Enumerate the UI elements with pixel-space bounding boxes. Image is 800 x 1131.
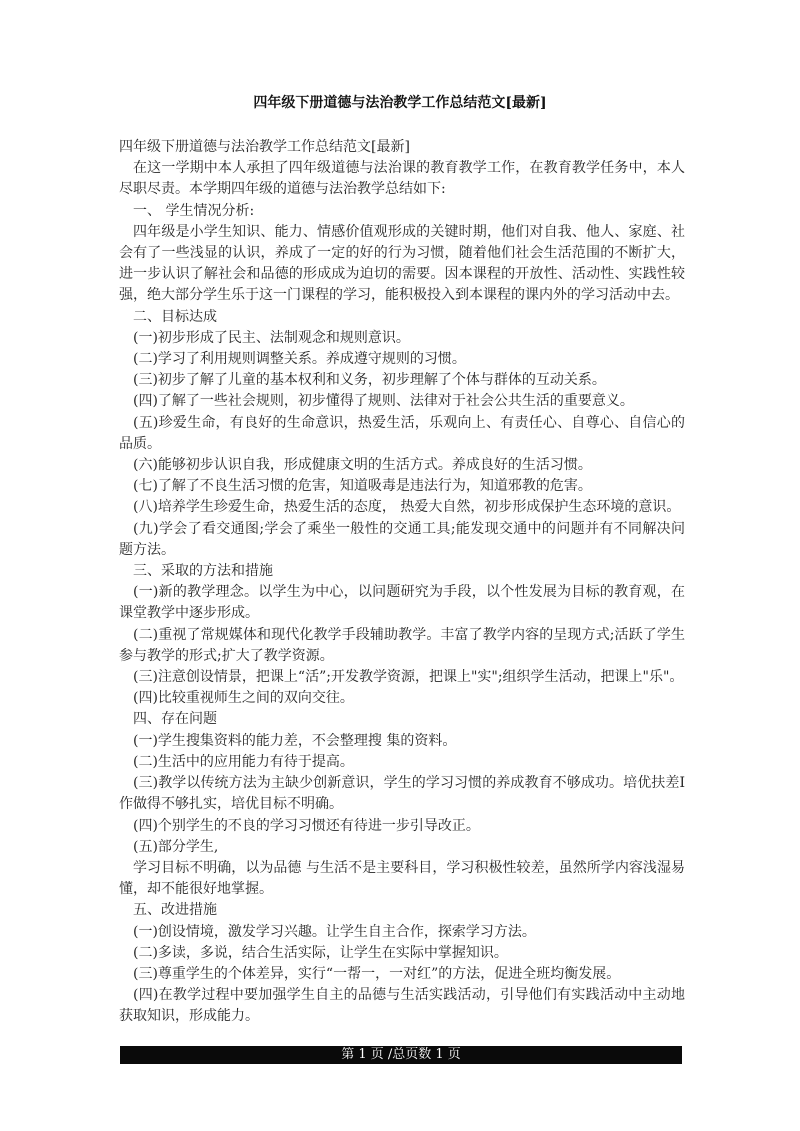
list-item: (一)初步形成了民主、法制观念和规则意识。 [133,329,410,346]
list-item: (五)珍爱生命，有良好的生命意识，热爱生活，乐观向上、有责任心、自尊心、自信心的品质。 [119,414,685,452]
section-heading: 一、 学生情况分析: [133,202,255,219]
list-item: (一)新的教学理念。以学生为中心，以问题研究为手段，以个性发展为目标的教育观，在课堂教学中逐步形成。 [119,584,685,622]
section-heading: 五、改进措施 [133,902,217,919]
list-item: (二)生活中的应用能力有待于提高。 [133,753,354,770]
document-subtitle: 四年级下册道德与法治教学工作总结范文[最新] [119,139,410,155]
list-item: (四)个别学生的不良的学习习惯还有待进一步引导改正。 [133,817,480,834]
list-item: (三)初步了解了儿童的基本权利和义务，初步理解了个体与群体的互动关系。 [133,372,606,389]
list-item: (三)教学以传统方法为主缺少创新意识，学生的学习习惯的养成教育不够成功。培优扶差Ⅰ作做得不够扎实，培优目标不明确。 [119,775,685,813]
list-item: (八)培养学生珍爱生命，热爱生活的态度， 热爱大自然，初步形成保护生态环境的意识。 [133,499,681,516]
list-item: (六)能够初步认识自我，形成健康文明的生活方式。养成良好的生活习惯。 [133,457,592,474]
list-item: (九)学会了看交通图;学会了乘坐一般性的交通工具;能发现交通中的问题并有不同解决问题方法。 [119,520,685,558]
list-item: (一)创设情境，激发学习兴趣。让学生自主合作，探索学习方法。 [133,923,536,940]
list-item: (三)尊重学生的个体差异，实行“一帮一，一对红”的方法，促进全班均衡发展。 [133,965,621,982]
section-heading: 四、存在问题 [133,711,217,728]
list-item: (二)多读，多说，结合生活实际，让学生在实际中掌握知识。 [133,944,508,961]
list-item: (二)重视了常规媒体和现代化教学手段辅助教学。丰富了教学内容的呈现方式;活跃了学生参与教学的形式;扩大了教学资源。 [119,626,685,664]
list-item: (七)了解了不良生活习惯的危害，知道吸毒是违法行为，知道邪教的危害。 [133,478,592,495]
page-footer [120,1046,682,1064]
paragraph: 四年级是小学生知识、能力、情感价值观形成的关键时期，他们对自我、他人、家庭、社会有了一些浅显的认识，养成了一定的好的行为习惯，随着他们社会生活范围的不断扩大，进一步认识了解社会和品德的形成成为迫切的需要。因本课程的开放性、活动性、实践性较强，绝大部分学生乐于这一门课程的学习，能积极投入到本课程的课内外的学习活动中去。 [119,223,685,304]
list-item: (五)部分学生, [133,838,219,855]
section-heading: 三、采取的方法和措施 [133,563,273,580]
list-item: (二)学习了利用规则调整关系。养成遵守规则的习惯。 [133,351,466,368]
section-heading: 二、目标达成 [133,308,217,325]
list-item: (四)了解了一些社会规则，初步懂得了规则、法律对于社会公共生活的重要意义。 [133,393,634,410]
list-item: (一)学生搜集资料的能力差，不会整理搜 集的资料。 [133,732,457,749]
paragraph: 在这一学期中本人承担了四年级道德与法治课的教育教学工作，在教育教学任务中，本人尽职尽责。本学期四年级的道德与法治教学总结如下: [119,160,685,198]
paragraph: 学习目标不明确，以为品德 与生活不是主要科目，学习积极性较差，虽然所学内容浅湿易懂，却不能很好地掌握。 [119,859,685,898]
page-title: 四年级下册道德与法治教学工作总结范文[最新] [253,95,547,111]
list-item: (四)比较重视师生之间的双向交往。 [133,690,354,707]
list-item: (三)注意创设情景，把课上“活”;开发教学资源，把课上"实";组织学生活动，把课上"乐"。 [133,669,684,686]
page-number: 第 1 页 /总页数 1 页 [341,1047,461,1062]
document-body [119,137,685,1028]
list-item: (四)在教学过程中要加强学生自主的品德与生活实践活动，引导他们有实践活动中主动地获取知识，形成能力。 [119,987,685,1025]
